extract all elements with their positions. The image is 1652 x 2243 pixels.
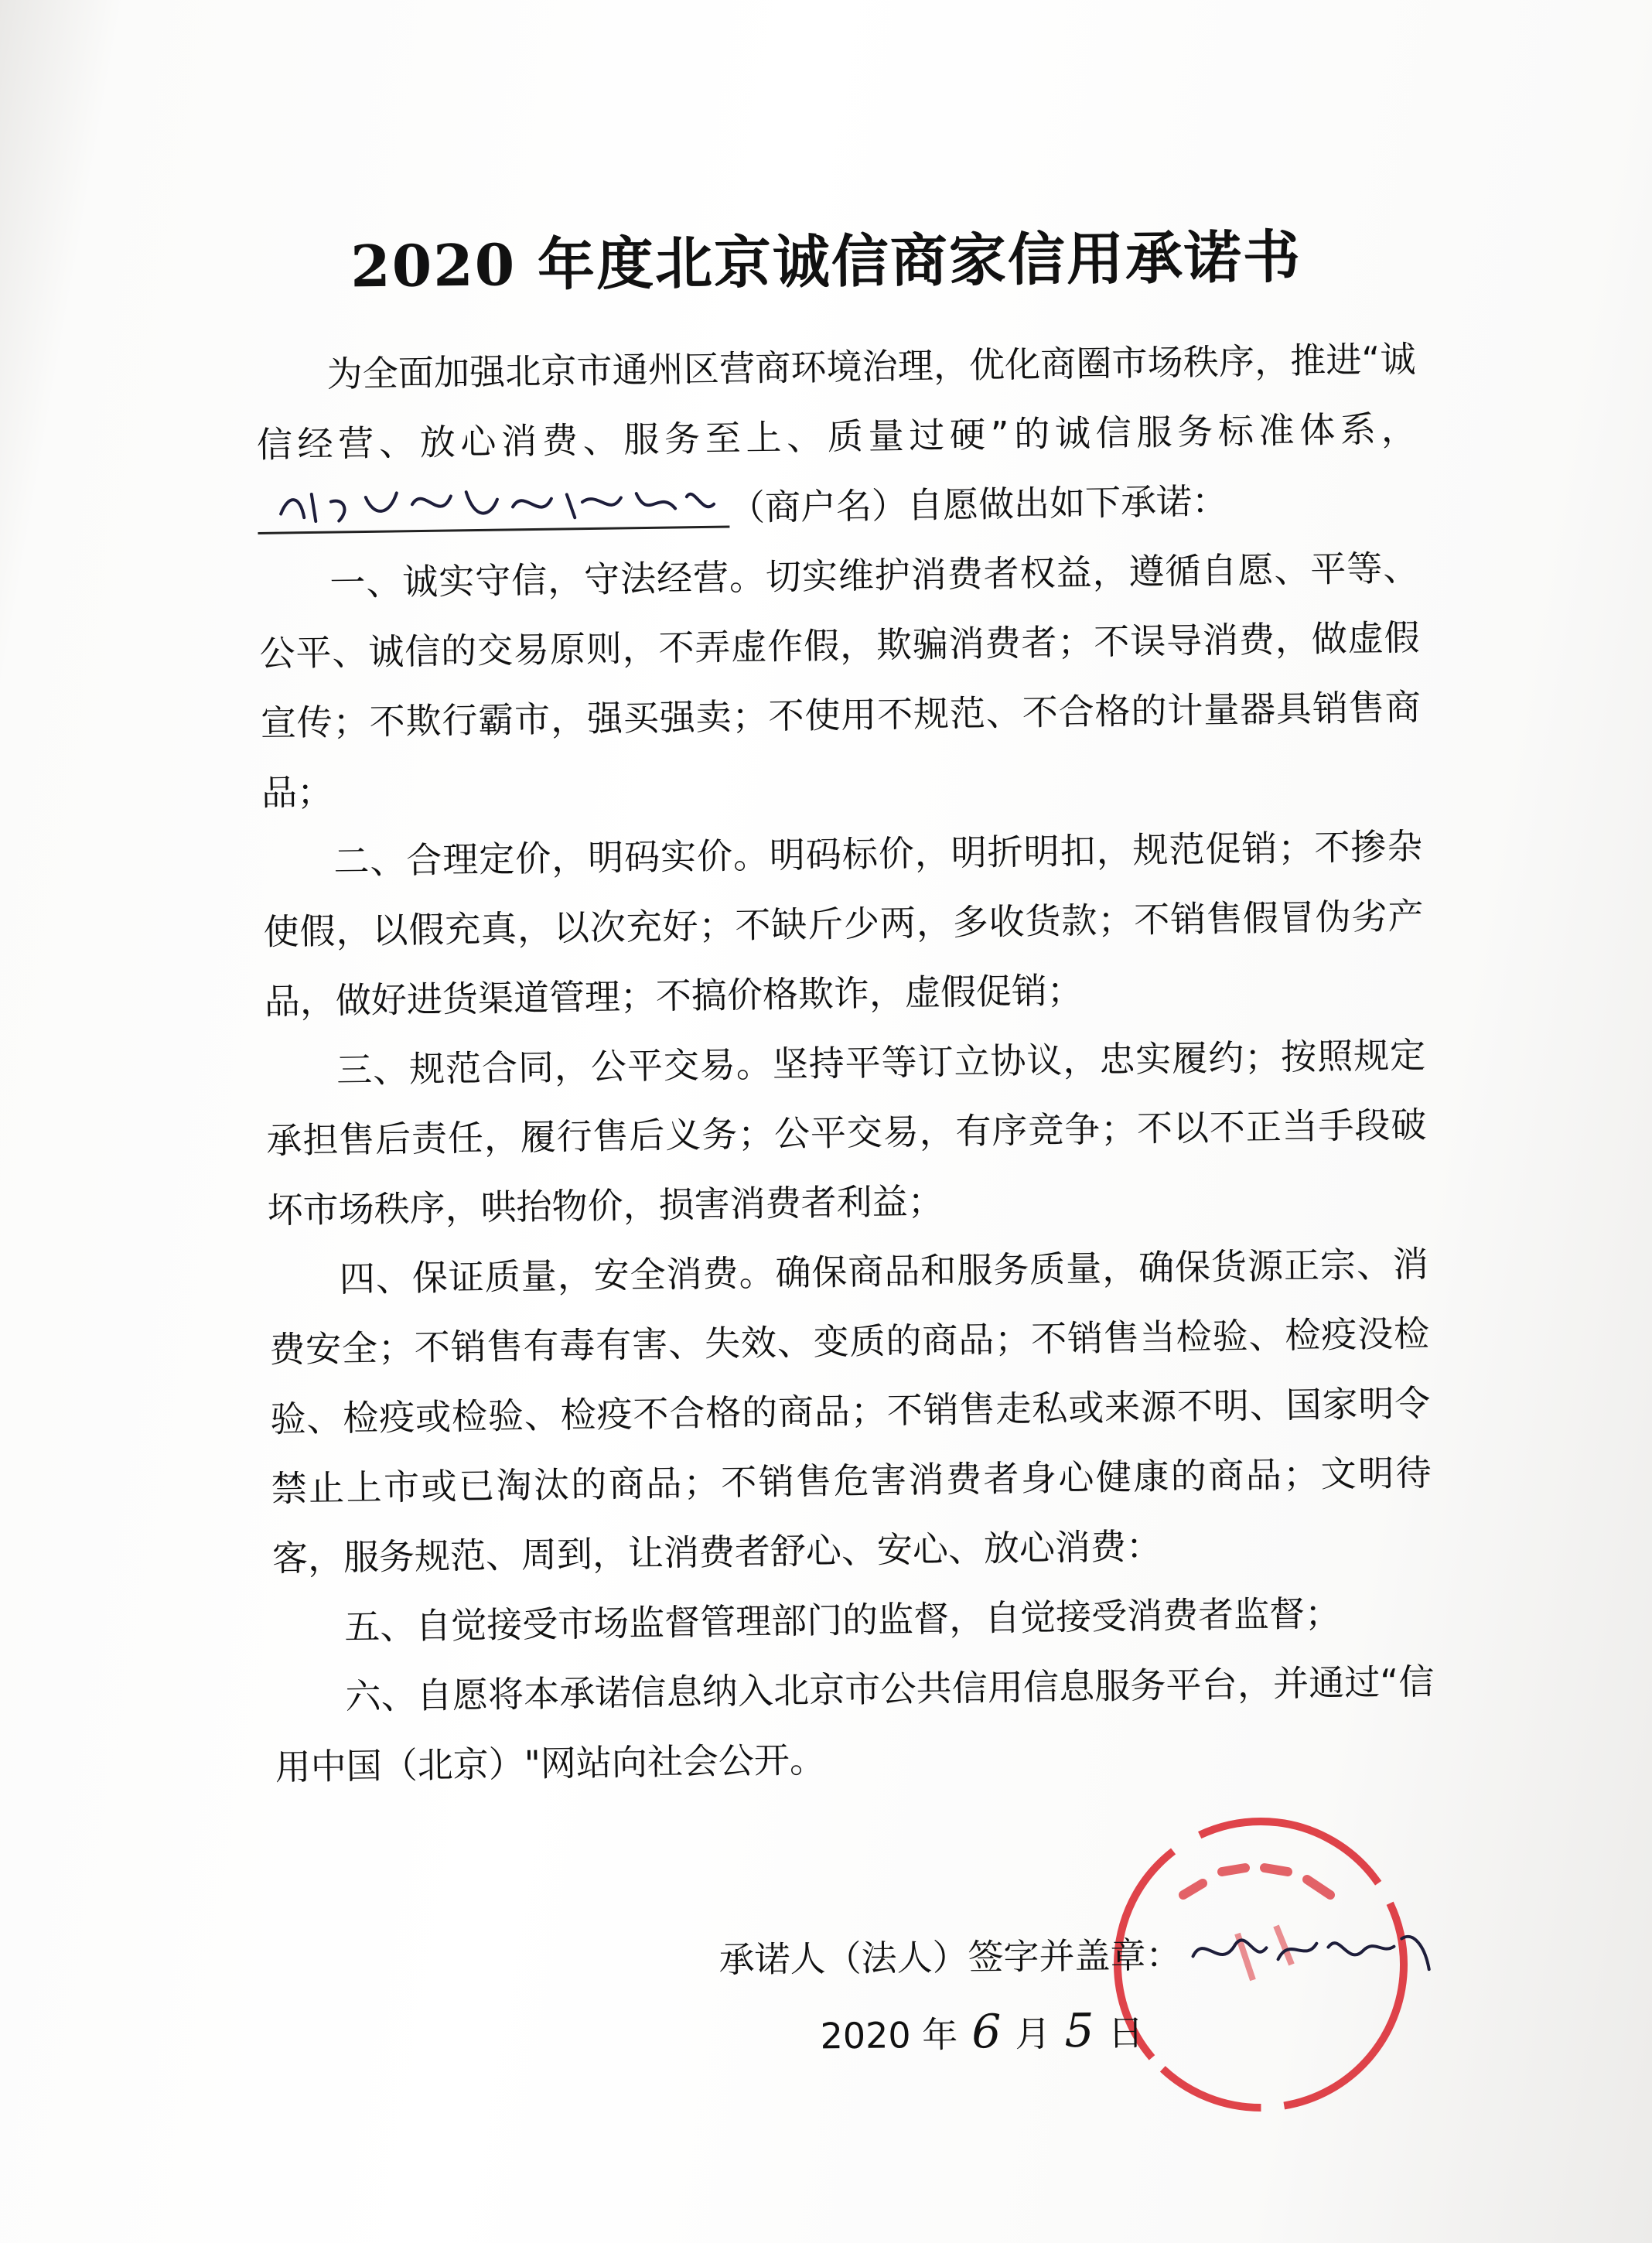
clause-2: 二、合理定价，明码实价。明码标价，明折明扣，规范促销；不掺杂使假，以假充真，以次充好；不缺斤少两，多收货款；不销售假冒伪劣产品，做好进货渠道管理；不搞价格欺诈，虚假促销；	[263, 824, 1424, 1022]
clause-4: 四、保证质量，安全消费。确保商品和服务质量，确保货源正宗、消费安全；不销售有毒有害、失效、变质的商品；不销售当检验、检疫没检验、检疫或检验、检疫不合格的商品；不销售走私或来源不明、国家明令禁止上市或已淘汰的商品；不销售危害消费者身心健康的商品；文明待客，服务规范、周到，让消费者舒心、安心、放心消费：	[268, 1242, 1432, 1579]
clause-5: 五、自觉接受市场监督管理部门的监督，自觉接受消费者监督；	[343, 1592, 1341, 1648]
intro-suffix: （商户名）自愿做出如下承诺：	[729, 480, 1228, 529]
date-row	[719, 1991, 1571, 2070]
date-day-label: 日	[1108, 2012, 1144, 2054]
handwritten-merchant-name	[258, 473, 730, 534]
merchant-name-field	[258, 477, 730, 534]
signature-label: 承诺人（法人）签字并盖章：	[718, 1934, 1182, 1981]
signature-row	[718, 1914, 1570, 1992]
date-year: 2020 年	[820, 2013, 958, 2057]
date-month-label: 月	[1015, 2013, 1051, 2055]
date-month-handwritten: 6	[971, 2004, 1002, 2060]
clause-3: 三、规范合同，公平交易。坚持平等订立协议，忠实履约；按照规定承担售后责任，履行售后义务；公平交易，有序竞争；不以不正当手段破坏市场秩序，哄抬物价，损害消费者利益；	[266, 1033, 1427, 1231]
signature-block	[718, 1914, 1571, 2070]
intro-text: 为全面加强北京市通州区营商环境治理，优化商圈市场秩序，推进“诚信经营、放心消费、服务至上、质量过硬”的诚信服务标准体系，	[256, 338, 1418, 466]
document-body	[255, 324, 1435, 1802]
clause-6: 六、自愿将本承诺信息纳入北京市公共信用信息服务平台，并通过“信用中国（北京）"网站向社会公开。	[275, 1660, 1435, 1788]
handwritten-signature	[1181, 1915, 1437, 1987]
clause-1: 一、诚实守信，守法经营。切实维护消费者权益，遵循自愿、平等、公平、诚信的交易原则，不弄虚作假，欺骗消费者；不误导消费，做虚假宣传；不欺行霸市，强买强卖；不使用不规范、不合格的计量器具销售商品；	[259, 547, 1422, 814]
date-day-handwritten: 5	[1064, 2003, 1094, 2059]
intro-paragraph	[255, 324, 1418, 549]
document-title: 2020 年度北京诚信商家信用承诺书	[350, 224, 1302, 301]
